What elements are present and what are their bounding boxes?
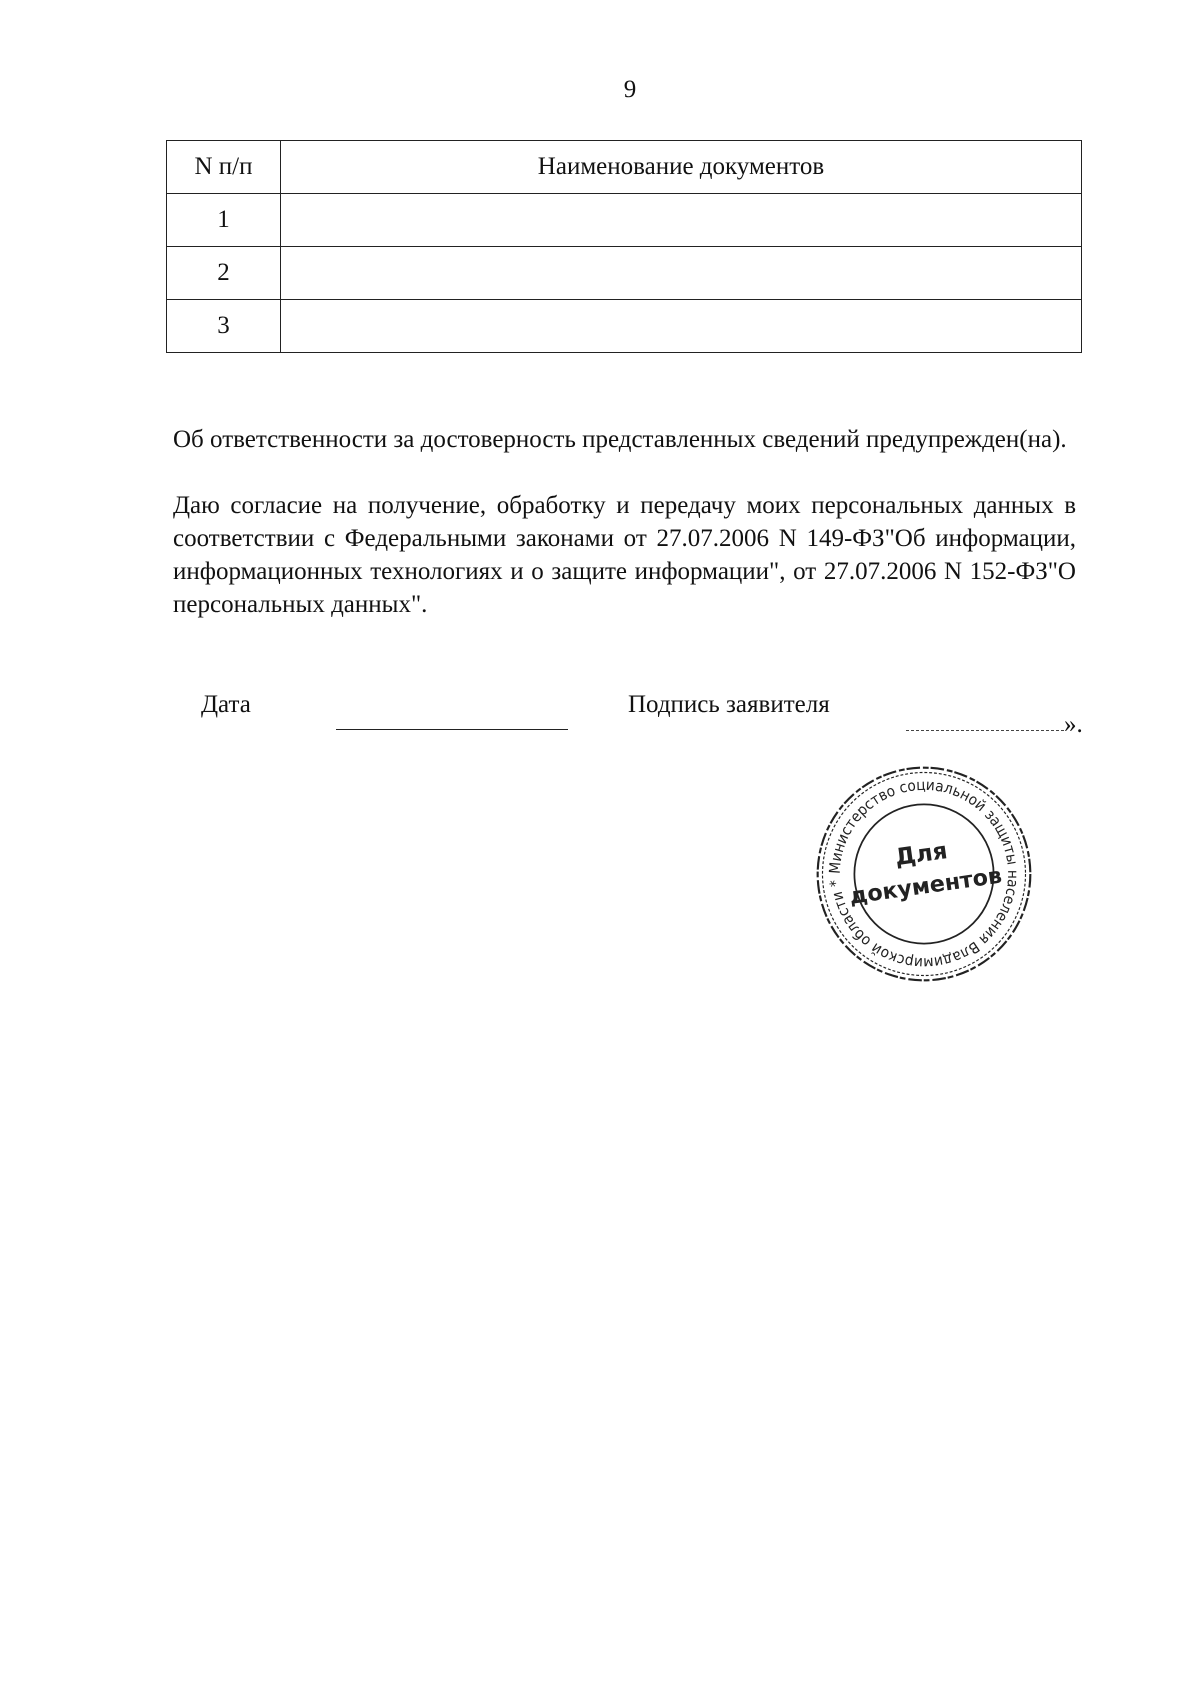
closing-quote-mark: ».: [1064, 711, 1083, 738]
stamp-center-line-1: Для: [893, 837, 950, 872]
column-header-document-name: Наименование документов: [281, 141, 1082, 194]
stamp-center-line-2: документов: [847, 862, 1004, 910]
date-blank-line: [336, 729, 568, 730]
document-name-cell: [281, 247, 1082, 300]
table-row: [167, 300, 1082, 353]
row-number-cell: 1: [167, 194, 281, 247]
table-header-row: [167, 141, 1082, 194]
responsibility-statement: Об ответственности за достоверность представленных сведений предупрежден(на).: [173, 426, 1067, 453]
applicant-signature-label: Подпись заявителя: [628, 691, 830, 718]
signature-blank-line: [906, 730, 1064, 731]
table-row: [167, 247, 1082, 300]
official-stamp: [808, 758, 1040, 990]
row-number-cell: 2: [167, 247, 281, 300]
personal-data-consent: Даю согласие на получение, обработку и передачу моих персональных данных в соответствии с Федеральными законами от 27.07.2006 N 149-ФЗ"Об информации, информационных технологиях и о защите информации", от 27.07.2006 N 152-ФЗ"О персональных данных".: [173, 492, 1076, 618]
document-name-cell: [281, 194, 1082, 247]
documents-table: [166, 140, 1082, 353]
page-number: 9: [623, 76, 637, 103]
column-header-number: N п/п: [167, 141, 281, 194]
date-label: Дата: [201, 691, 251, 718]
document-name-cell: [281, 300, 1082, 353]
row-number-cell: 3: [167, 300, 281, 353]
table-row: [167, 194, 1082, 247]
stamp-ring-text: Министерство социальной защиты населения Владимирской области *: [825, 775, 1023, 973]
